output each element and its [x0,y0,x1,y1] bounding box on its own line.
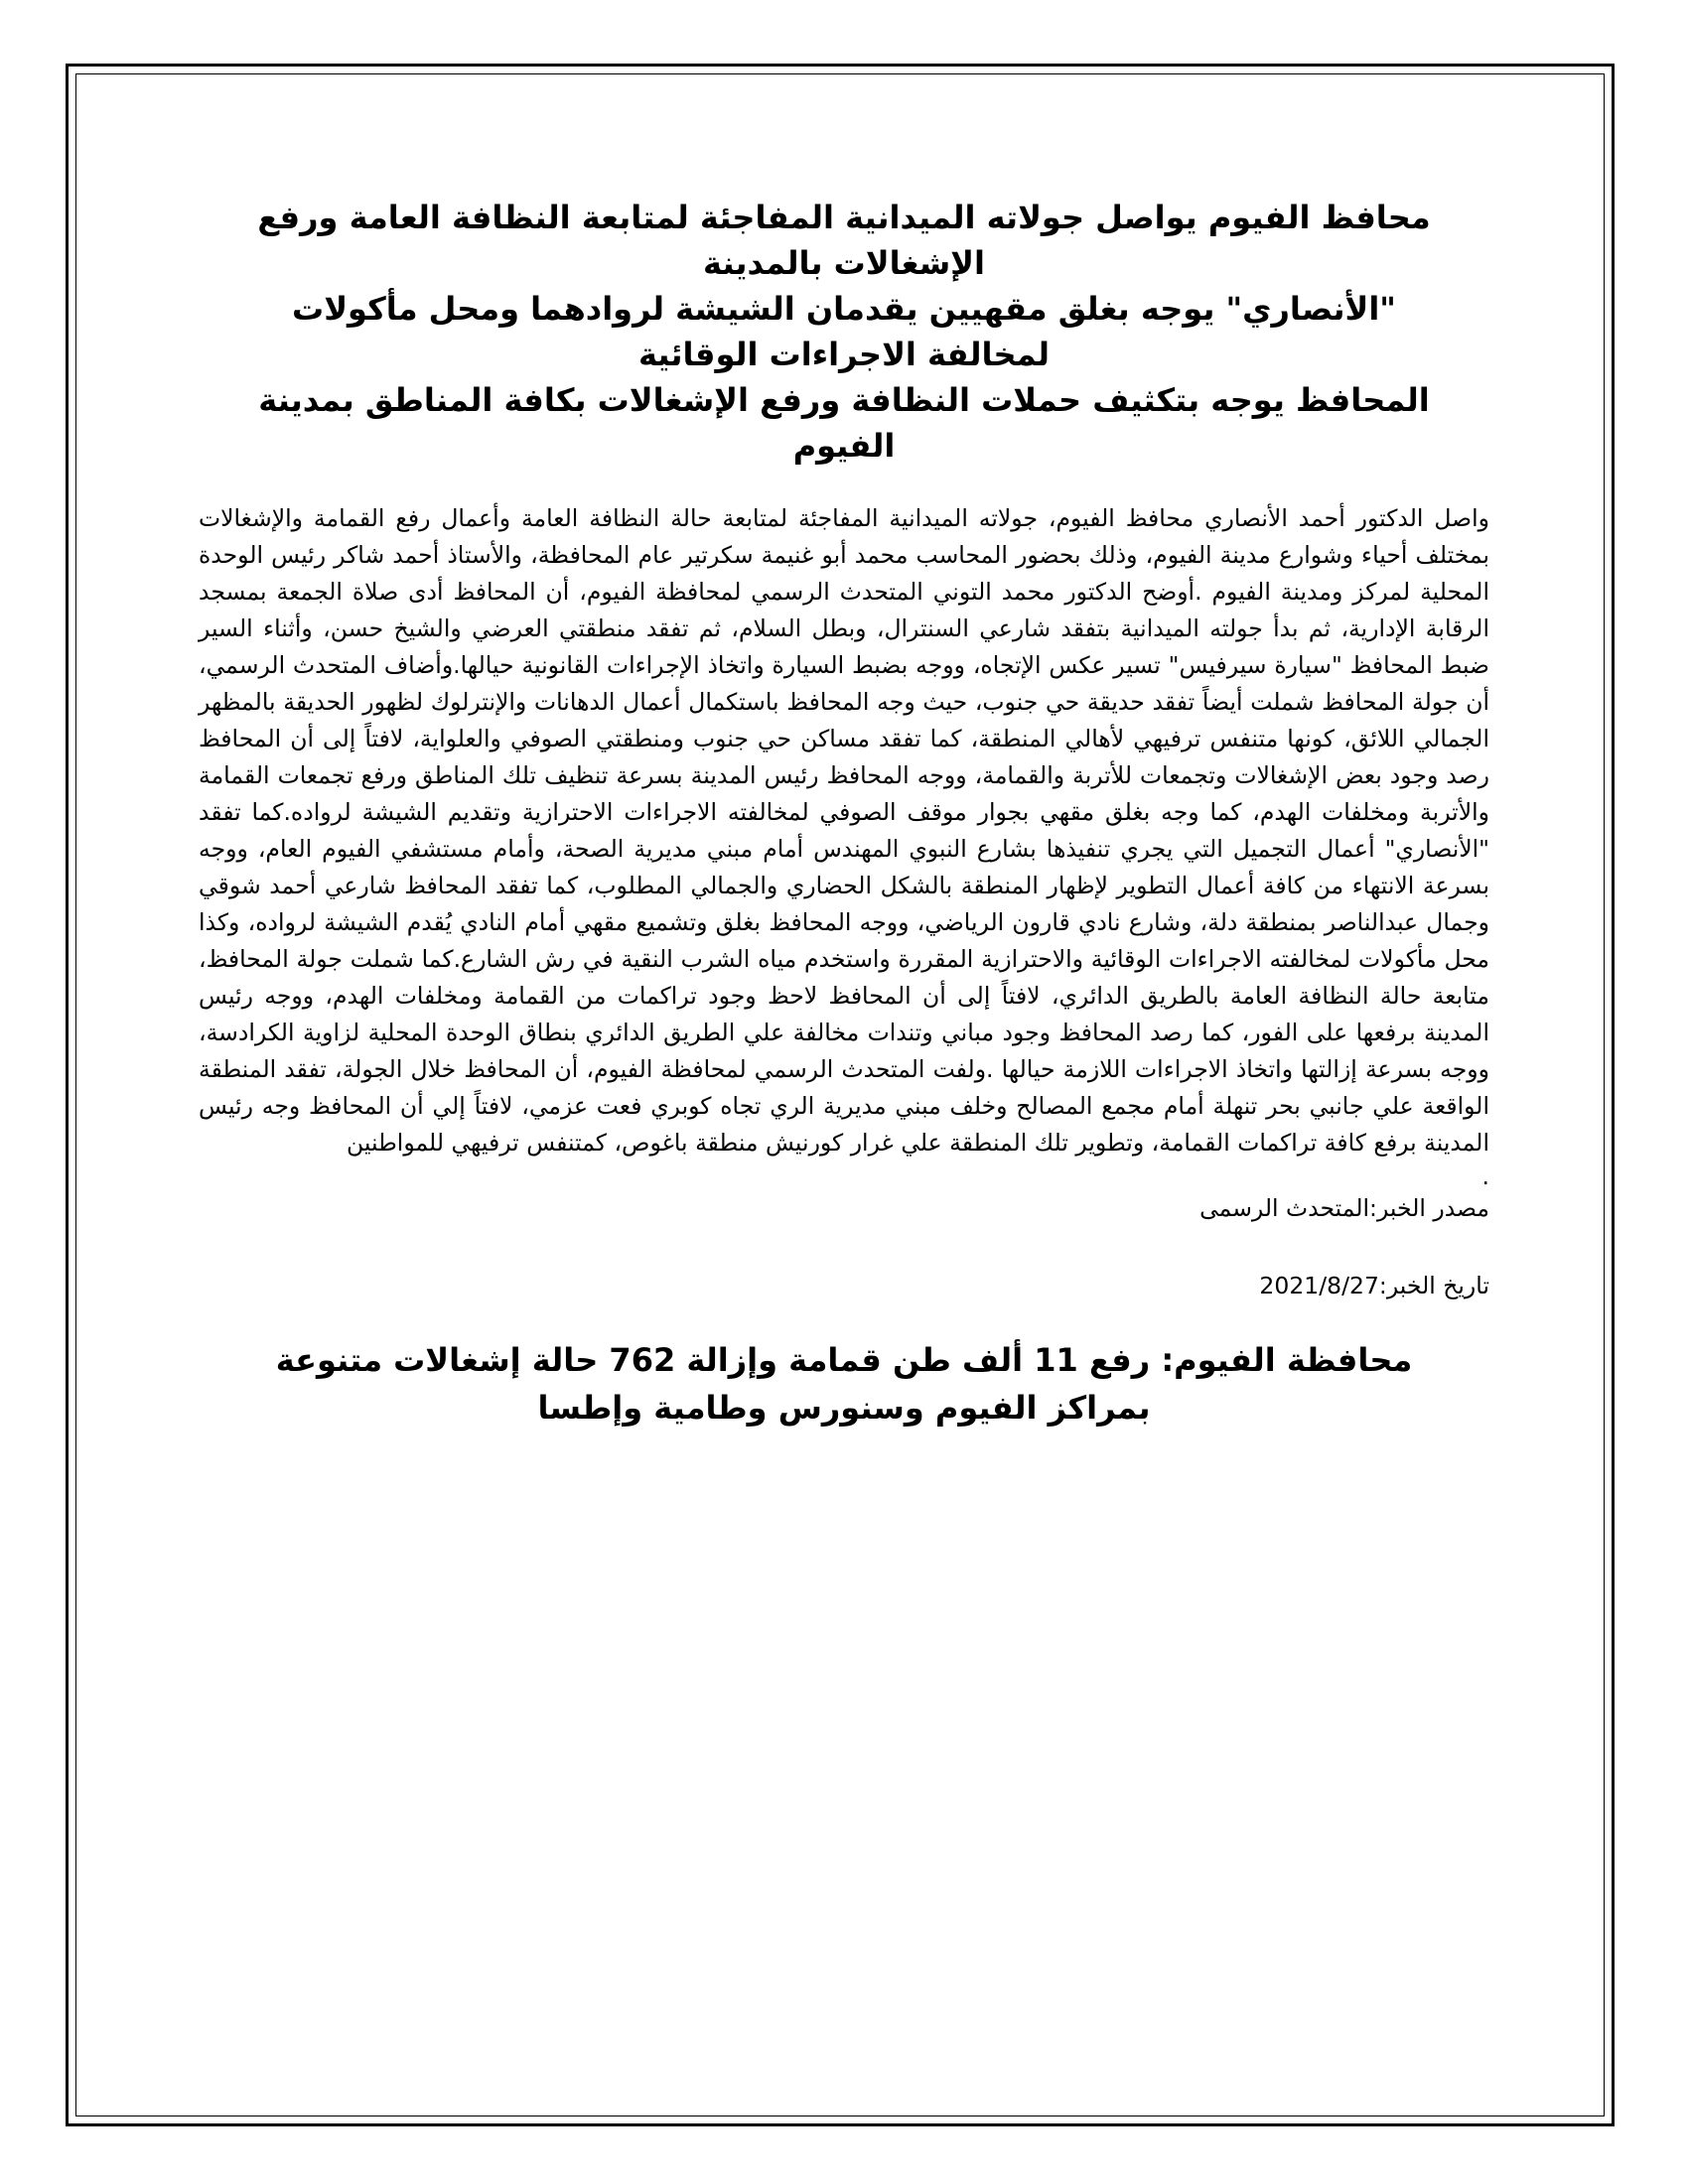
headline-line: الإشغالات بالمدينة [703,244,985,282]
news-source: مصدر الخبر:المتحدث الرسمى [1199,1194,1489,1222]
body-trailing-dot: . [1481,1162,1489,1190]
next-article-headline [199,1336,1489,1432]
next-headline-line: محافظة الفيوم: رفع 11 ألف طن قمامة وإزالة 762 حالة إشغالات متنوعة [275,1341,1413,1379]
article-headline [199,195,1489,469]
news-date: تاريخ الخبر:2021/8/27 [1259,1272,1489,1299]
headline-line: الفيوم [792,427,896,465]
next-headline-line: بمراكز الفيوم وسنورس وطامية وإطسا [537,1389,1151,1427]
headline-line: لمخالفة الاجراءات الوقائية [638,336,1050,373]
headline-line: محافظ الفيوم يواصل جولاته الميدانية المفاجئة لمتابعة النظافة العامة ورفع [257,199,1431,236]
headline-line: "الأنصاري" يوجه بغلق مقهيين يقدمان الشيشة لروادهما ومحل مأكولات [292,290,1396,328]
article-body: واصل الدكتور أحمد الأنصاري محافظ الفيوم، جولاته الميدانية المفاجئة لمتابعة حالة النظافة العامة وأعمال رفع القمامة والإشغالات بمختلف أحياء وشوارع مدينة الفيوم، وذلك بحضور المحاسب محمد أبو غنيمة سكرتير عام المحافظة، والأستاذ أحمد شاكر رئيس الوحدة المحلية لمركز ومدينة الفيوم .أوضح الدكتور محمد التوني المتحدث الرسمي لمحافظة الفيوم، أن المحافظ أدى صلاة الجمعة بمسجد الرقابة الإدارية، ثم بدأ جولته الميدانية بتفقد شارعي السنترال، وبطل السلام، ثم تفقد منطقتي العرضي والشيخ حسن، وأثناء السير ضبط المحافظ "سيارة سيرفيس" تسير عكس الإتجاه، ووجه بضبط السيارة واتخاذ الإجراءات القانونية حيالها.وأضاف المتحدث الرسمي، أن جولة المحافظ شملت أيضاً تفقد حديقة حي جنوب، حيث وجه المحافظ باستكمال أعمال الدهانات والإنترلوك لظهور الحديقة بالمظهر الجمالي اللائق، كونها متنفس ترفيهي لأهالي المنطقة، كما تفقد مساكن حي جنوب ومنطقتي الصوفي والعلواية، لافتاً إلى أن المحافظ رصد وجود بعض الإشغالات وتجمعات للأتربة والقمامة، ووجه المحافظ رئيس المدينة بسرعة تنظيف تلك المناطق ورفع تجمعات القمامة والأتربة ومخلفات الهدم، كما وجه بغلق مقهي بجوار موقف الصوفي لمخالفته الاجراءات الاحترازية وتقديم الشيشة لرواده.كما تفقد "الأنصاري" أعمال التجميل التي يجري تنفيذها بشارع النبوي المهندس أمام مبني مديرية الصحة، وأمام مستشفي الفيوم العام، ووجه بسرعة الانتهاء من كافة أعمال التطوير لإظهار المنطقة بالشكل الحضاري والجمالي المطلوب، كما تفقد المحافظ شارعي أحمد شوقي وجمال عبدالناصر بمنطقة دلة، وشارع نادي قارون الرياضي، ووجه المحافظ بغلق وتشميع مقهي أمام النادي يُقدم الشيشة لرواده، وكذا محل مأكولات لمخالفته الاجراءات الوقائية والاحترازية المقررة واستخدم مياه الشرب النقية في رش الشارع.كما شملت جولة المحافظ، متابعة حالة النظافة العامة بالطريق الدائري، لافتاً إلى أن المحافظ لاحظ وجود تراكمات من القمامة ومخلفات الهدم، ووجه رئيس المدينة برفعها على الفور، كما رصد المحافظ وجود مباني وتندات مخالفة علي الطريق الدائري بنطاق الوحدة المحلية لزاوية الكرادسة، ووجه بسرعة إزالتها واتخاذ الاجراءات اللازمة حيالها .ولفت المتحدث الرسمي لمحافظة الفيوم، أن المحافظ خلال الجولة، تفقد المنطقة الواقعة علي جانبي بحر تنهلة أمام مجمع المصالح وخلف مبني مديرية الري تجاه كوبري فعت عزمي، لافتاً إلي أن المحافظ وجه رئيس المدينة برفع كافة تراكمات القمامة، وتطوير تلك المنطقة علي غرار كورنيش منطقة باغوص، كمتنفس ترفيهي للمواطنين [199,504,1489,1157]
article [199,195,1489,1432]
headline-line: المحافظ يوجه بتكثيف حملات النظافة ورفع الإشغالات بكافة المناطق بمدينة [258,381,1430,419]
